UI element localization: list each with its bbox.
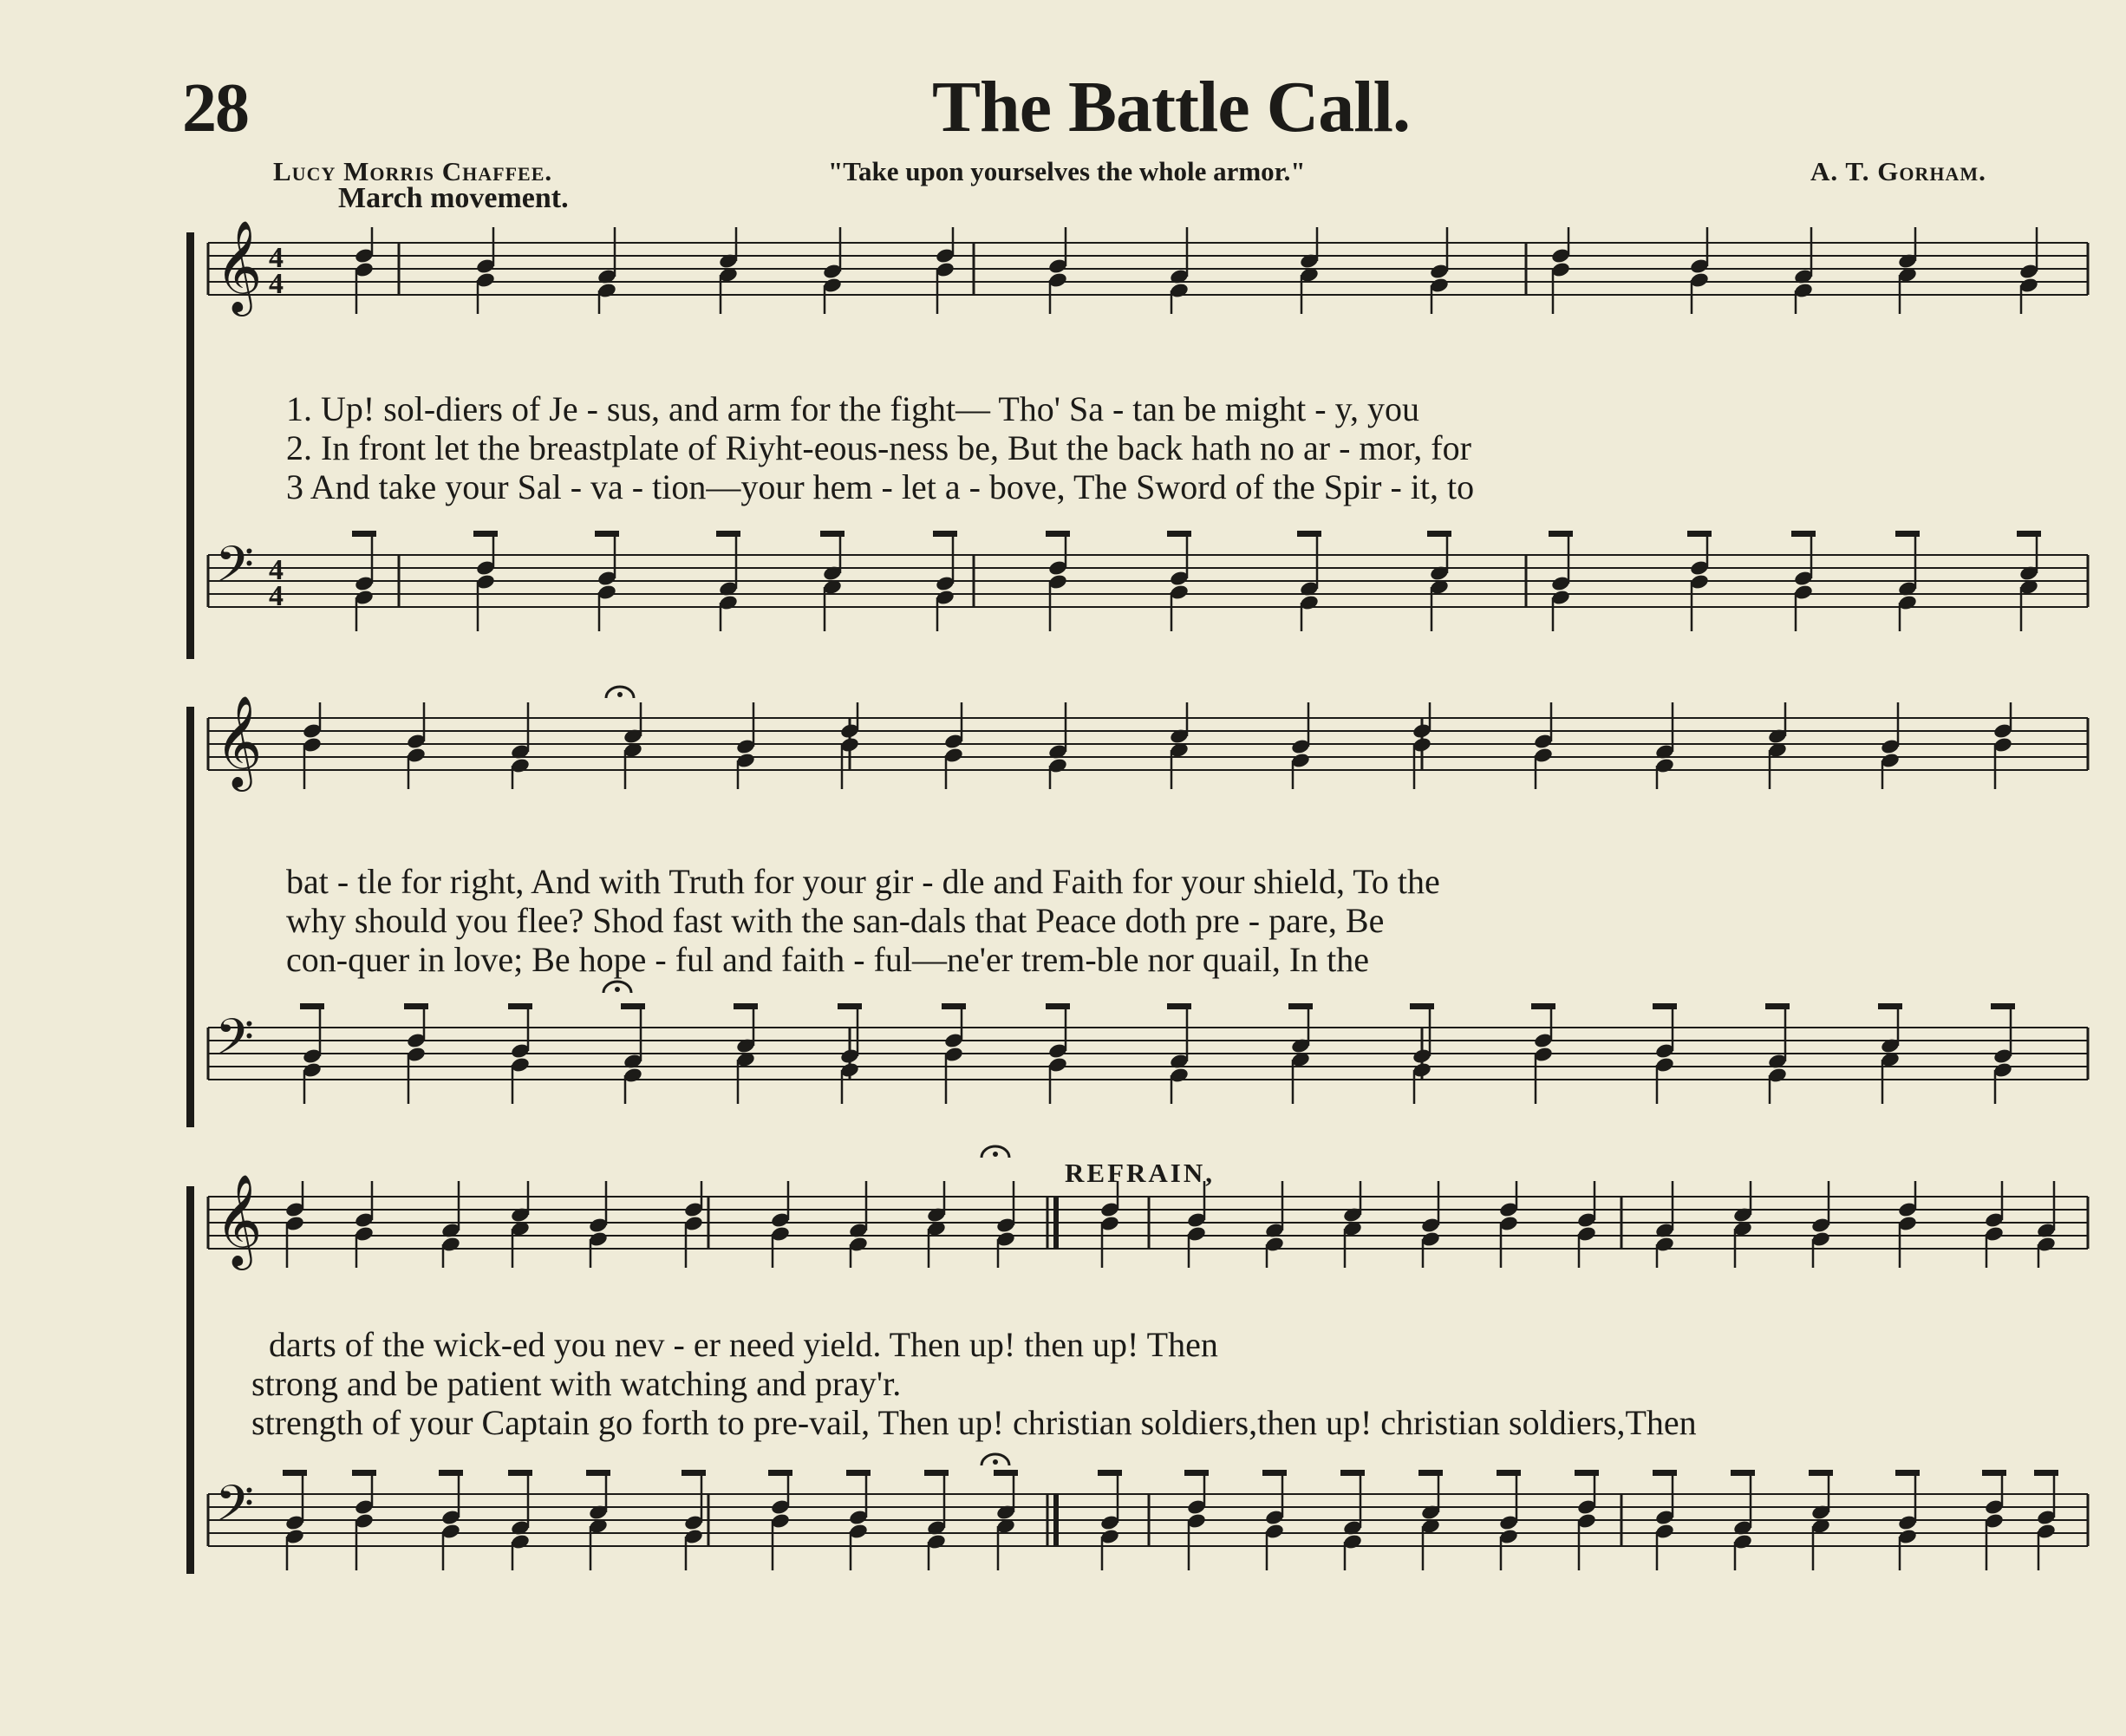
lyric-line-system2-verse3: con-quer in love; Be hope - ful and faith - ful—ne'er trem-ble nor quail, In the [286,940,1370,979]
ledger-line [1167,1003,1191,1009]
fermata-dot [617,692,623,697]
ledger-line [439,1470,463,1476]
ledger-line [508,1470,532,1476]
tempo-marking: March movement. [338,182,569,214]
ledger-line [1895,1470,1920,1476]
lyric-line-system2-verse1: bat - tle for right, And with Truth for your gir - dle and Faith for your shield, To the [286,862,1440,901]
ledger-line [1297,531,1321,537]
ledger-line [1497,1470,1521,1476]
ledger-line [2034,1470,2058,1476]
ledger-line [1653,1470,1677,1476]
ledger-line [1410,1003,1434,1009]
ledger-line [586,1470,610,1476]
ledger-line [933,531,957,537]
bass-clef-icon: 𝄢 [215,535,255,606]
ledger-line [1531,1003,1555,1009]
ledger-line [1878,1003,1902,1009]
ledger-line [924,1470,949,1476]
ledger-line [1549,531,1573,537]
ledger-line [820,531,845,537]
ledger-line [1046,531,1070,537]
ledger-line [1427,531,1451,537]
ledger-line [1418,1470,1443,1476]
ledger-line [716,531,740,537]
ledger-line [300,1003,324,1009]
fermata-dot [993,1152,998,1157]
ledger-line [1653,1003,1677,1009]
treble-clef-icon: 𝄞 [215,695,263,787]
ledger-line [2017,531,2041,537]
brace-bar [186,232,194,659]
lyricist-credit: Lucy Morris Chaffee. [273,156,553,186]
time-signature-denominator: 4 [269,268,284,300]
treble-clef-icon: 𝄞 [215,1173,263,1266]
ledger-line [508,1003,532,1009]
lyric-line-system1-verse3: 3 And take your Sal - va - tion—your hem - let a - bove, The Sword of the Spir - it, to [286,467,1475,506]
ledger-line [1791,531,1816,537]
time-signature-numerator: 4 [269,554,284,586]
ledger-line [846,1470,871,1476]
bass-clef-icon: 𝄢 [215,1008,255,1079]
lyric-line-system2-verse2: why should you flee? Shod fast with the san-dals that Peace doth pre - pare, Be [286,901,1385,940]
lyric-line-system3-verse1: darts of the wick-ed you nev - er need yield. Then up! then up! Then [269,1325,1218,1364]
ledger-line [1184,1470,1209,1476]
ledger-line [838,1003,862,1009]
ledger-line [1731,1470,1755,1476]
lyric-line-system3-verse2: strong and be patient with watching and pray'r. [251,1364,902,1403]
composer-credit: A. T. Gorham. [1810,156,1986,186]
lyric-line-system1-verse2: 2. In front let the breastplate of Riyht-eous-ness be, But the back hath no ar - mor, for [286,428,1471,467]
ledger-line [994,1470,1018,1476]
ledger-line [1288,1003,1313,1009]
page-number: 28 [182,70,248,147]
fermata-dot [993,1459,998,1465]
ledger-line [942,1003,966,1009]
brace-bar [186,1186,194,1574]
fermata-dot [615,987,620,992]
ledger-line [734,1003,758,1009]
treble-clef-icon: 𝄞 [215,219,263,312]
ledger-line [352,531,376,537]
ledger-line [595,531,619,537]
ledger-line [1262,1470,1287,1476]
hymn-title: The Battle Call. [932,67,1410,147]
ledger-line [1687,531,1712,537]
time-signature-numerator: 4 [269,242,284,274]
ledger-line [1809,1470,1833,1476]
bass-clef-icon: 𝄢 [215,1474,255,1545]
ledger-line [1340,1470,1365,1476]
lyric-line-system1-verse1: 1. Up! sol-diers of Je - sus, and arm for the fight— Tho' Sa - tan be might - y, you [286,389,1419,428]
brace-bar [186,707,194,1127]
ledger-line [1991,1003,2015,1009]
ledger-line [681,1470,706,1476]
ledger-line [1167,531,1191,537]
ledger-line [768,1470,792,1476]
ledger-line [1046,1003,1070,1009]
ledger-line [473,531,498,537]
ledger-line [352,1470,376,1476]
ledger-line [283,1470,307,1476]
lyric-line-system3-verse3: strength of your Captain go forth to pre-vail, Then up! christian soldiers,then up! christian soldiers,Then [251,1403,1697,1442]
ledger-line [1098,1470,1122,1476]
ledger-line [1895,531,1920,537]
time-signature-denominator: 4 [269,580,284,612]
ledger-line [1575,1470,1599,1476]
refrain-label: REFRAIN, [1065,1158,1215,1188]
ledger-line [1765,1003,1790,1009]
epigraph: "Take upon yourselves the whole armor." [828,156,1306,186]
ledger-line [404,1003,428,1009]
ledger-line [621,1003,645,1009]
ledger-line [1982,1470,2006,1476]
